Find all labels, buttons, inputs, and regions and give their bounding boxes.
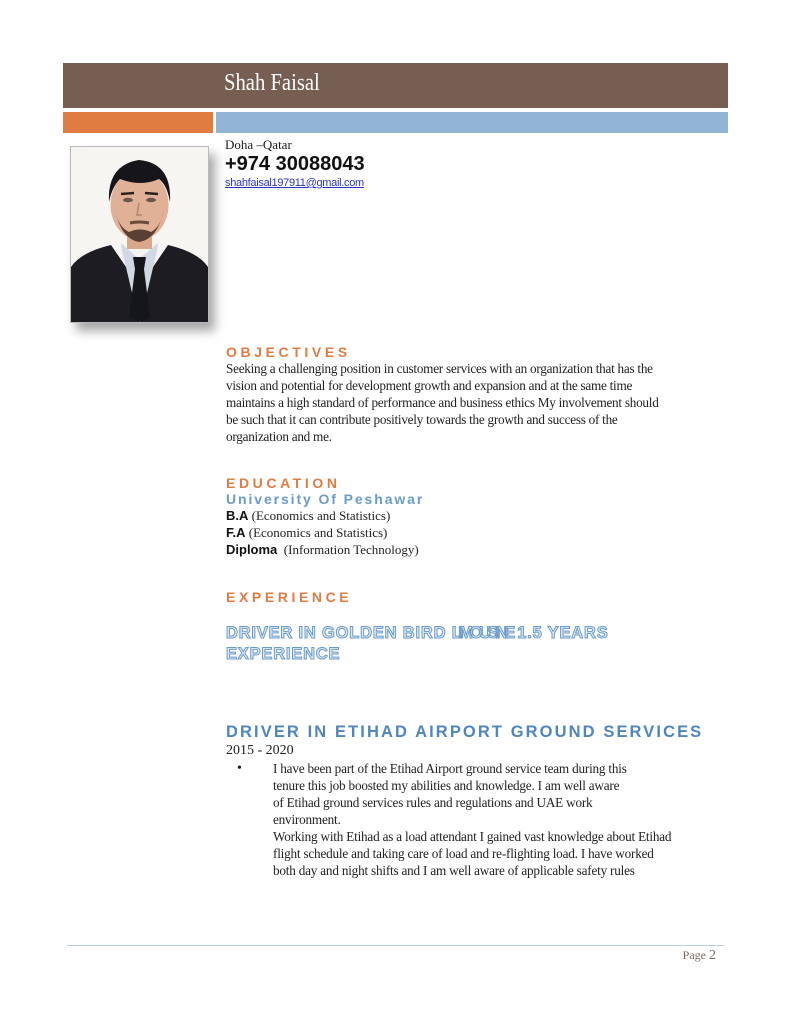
job-description xyxy=(237,760,736,879)
job-title-golden-bird-cont: EXPERIENCE xyxy=(226,645,341,663)
experience-heading: EXPERIENCE xyxy=(226,589,353,605)
degree-detail: (Information Technology) xyxy=(283,542,419,557)
objectives-heading: OBJECTIVES xyxy=(226,344,351,360)
page-label: Page xyxy=(682,948,706,962)
description-line: environment. xyxy=(273,812,341,827)
degree-detail: (Economics and Statistics) xyxy=(251,508,391,523)
profile-photo xyxy=(70,146,209,323)
degree-item xyxy=(226,524,626,541)
experience-section xyxy=(226,589,726,665)
degree-item xyxy=(226,507,626,524)
objective-line: maintains a high standard of performance and business ethics My involvement should xyxy=(226,395,659,410)
education-section xyxy=(226,475,626,558)
header-band xyxy=(63,63,728,108)
page-number-value: 2 xyxy=(709,948,716,963)
description-line: both day and night shifts and I am well aware of applicable safety rules xyxy=(273,863,635,878)
job-title-part: LIMOUSINE xyxy=(451,624,512,642)
degree-name: B.A xyxy=(226,508,249,523)
job-title-part: DRIVER IN GOLDEN BIRD xyxy=(226,624,452,642)
education-heading: EDUCATION xyxy=(226,475,341,491)
portrait-image xyxy=(71,147,208,322)
university-name: University Of Peshawar xyxy=(226,491,425,507)
accent-bar-orange xyxy=(63,112,213,133)
description-line: tenure this job boosted my abilities and knowledge. I am well aware xyxy=(273,778,620,793)
bullet-icon: • xyxy=(237,761,242,776)
page-number xyxy=(683,948,716,964)
accent-bar-blue xyxy=(216,112,728,133)
objective-line: vision and potential for development growth and expansion and at the same time xyxy=(226,378,633,393)
job-title-part: 1.5 YEARS xyxy=(511,624,609,642)
job-title-etihad: DRIVER IN ETIHAD AIRPORT GROUND SERVICES xyxy=(226,723,704,741)
objectives-section xyxy=(226,344,716,445)
etihad-job xyxy=(226,722,736,879)
description-line: I have been part of the Etihad Airport ground service team during this xyxy=(273,761,627,776)
objective-line: Seeking a challenging position in customer services with an organization that has the xyxy=(226,361,653,376)
job-years: 2015 - 2020 xyxy=(226,743,294,758)
footer-divider xyxy=(67,945,724,946)
degree-item xyxy=(226,541,626,558)
objective-line: organization and me. xyxy=(226,429,332,444)
description-line: flight schedule and taking care of load and re-flighting load. I have worked xyxy=(273,846,654,861)
degree-name: Diploma xyxy=(226,542,278,557)
email-link[interactable]: shahfaisal197911@gmail.com xyxy=(225,177,364,189)
candidate-name: Shah Faisal xyxy=(224,70,320,96)
description-line: of Etihad ground services rules and regulations and UAE work xyxy=(273,795,593,810)
location-text: Doha –Qatar xyxy=(225,137,292,152)
description-line: Working with Etihad as a load attendant I gained vast knowledge about Etihad xyxy=(273,829,672,844)
objective-line: be such that it can contribute positively towards the growth and success of the xyxy=(226,412,618,427)
degree-name: F.A xyxy=(226,525,246,540)
job-title-golden-bird xyxy=(226,623,726,644)
contact-block xyxy=(225,137,365,190)
degree-detail: (Economics and Statistics) xyxy=(248,525,388,540)
phone-number: +974 30088043 xyxy=(225,153,365,175)
